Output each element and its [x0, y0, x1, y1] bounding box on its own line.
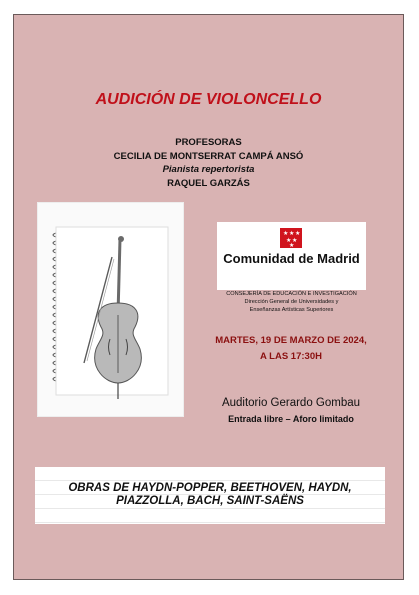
teacher-name: CECILIA DE MONTSERRAT CAMPÁ ANSÓ [113, 150, 304, 162]
date-line-1: MARTES, 19 DE MARZO DE 2024, [215, 335, 367, 346]
credits-heading: PROFESORAS [175, 137, 242, 148]
madrid-stars-icon: ★ ★ ★ ★ ★ ★ [280, 228, 302, 248]
credits-block [14, 136, 403, 190]
logo-subtitle [217, 290, 366, 314]
works-list [35, 482, 385, 508]
works-line-1: OBRAS DE HAYDN-POPPER, BEETHOVEN, HAYDN, [68, 482, 352, 494]
works-banner [35, 467, 385, 524]
date-line-2: A LAS 17:30H [260, 351, 322, 362]
pianist-role: Pianista repertorista [162, 164, 255, 175]
entry-info: Entrada libre – Aforo limitado [228, 414, 354, 424]
cello-sketch-image [38, 203, 183, 416]
venue-name: Auditorio Gerardo Gombau [221, 397, 361, 409]
concert-poster [13, 14, 404, 580]
logo-name: Comunidad de Madrid [223, 251, 360, 266]
pianist-name: RAQUEL GARZÁS [167, 177, 250, 189]
cello-drawing-icon [38, 203, 183, 416]
logo-line-2: Dirección General de Universidades y [244, 299, 339, 305]
comunidad-madrid-logo [217, 222, 366, 290]
logo-line-3: Enseñanzas Artísticas Superiores [249, 307, 334, 313]
event-date [202, 333, 380, 365]
logo-line-1: CONSEJERÍA DE EDUCACIÓN E INVESTIGACIÓN [226, 291, 357, 297]
poster-title: AUDICIÓN DE VIOLONCELLO [95, 91, 322, 108]
works-line-2: PIAZZOLLA, BACH, SAINT-SAËNS [116, 495, 304, 507]
